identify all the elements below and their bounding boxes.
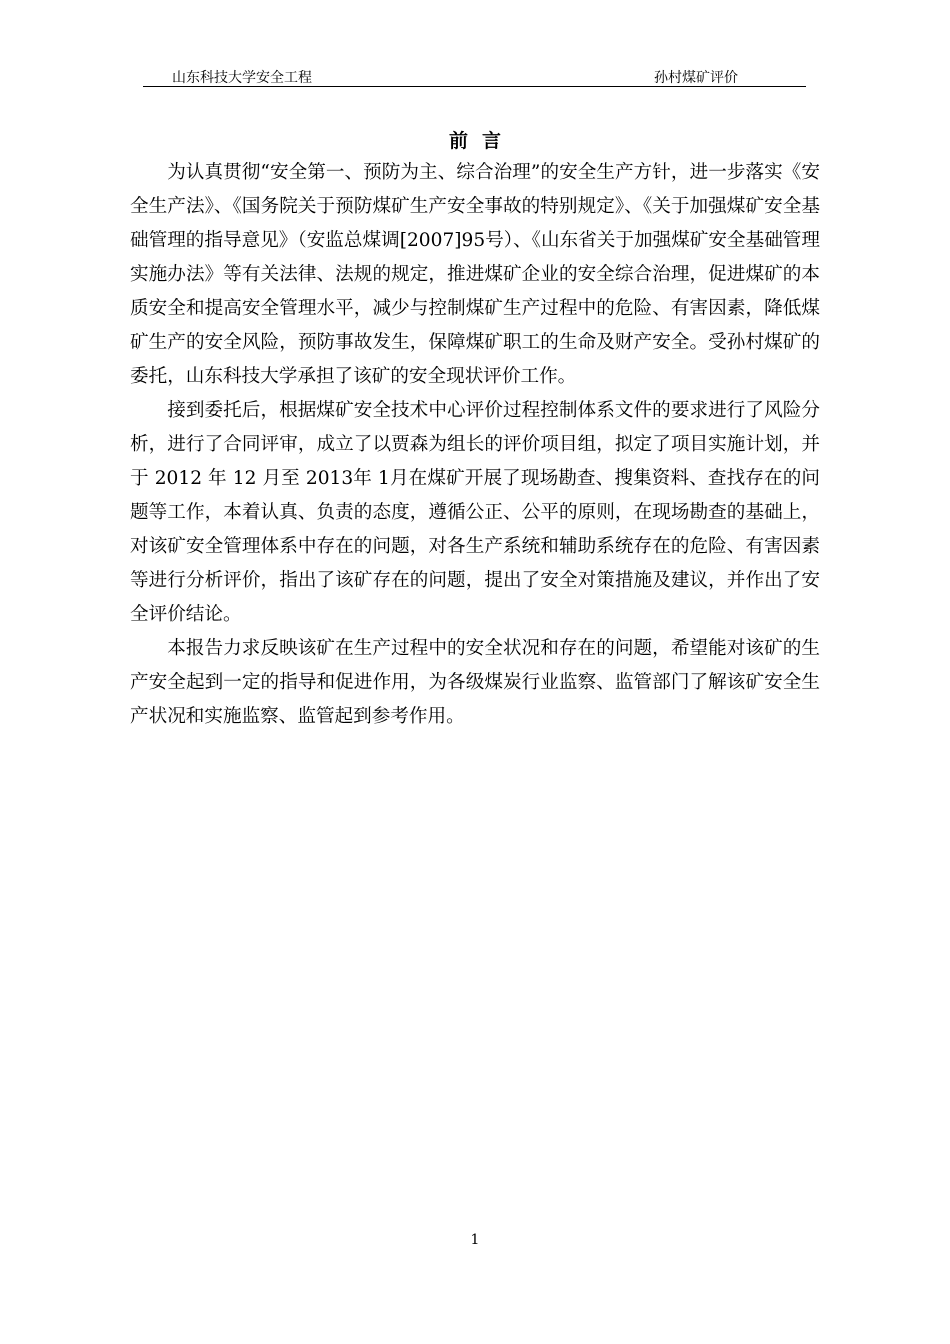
paragraph-3: 本报告力求反映该矿在生产过程中的安全状况和存在的问题，希望能对该矿的生产安全起到一定的指导和促进作用，为各级煤炭行业监察、监管部门了解该矿安全生产状况和实施监察、监管起到参考作用。: [130, 638, 820, 727]
paragraph-2: 接到委托后，根据煤矿安全技术中心评价过程控制体系文件的要求进行了风险分析，进行了合同评审，成立了以贾森为组长的评价项目组，拟定了项目实施计划，并于 2012 年 12 月至 2013年 1月在煤矿开展了现场勘查、搜集资料、查找存在的问题等工作，本着认真、负责的态度，遵循公正、公平的原则，在现场勘查的基础上，对该矿安全管理体系中存在的问题，对各生产系统和辅助系统存在的危险、有害因素等进行分析评价，指出了该矿存在的问题，提出了安全对策措施及建议，并作出了安全评价结论。: [130, 400, 820, 625]
page-number: 1: [470, 1232, 480, 1248]
header-left-text: 山东科技大学安全工程: [172, 70, 312, 86]
page-title: 前言: [448, 130, 515, 152]
paragraph-1: 为认真贯彻“安全第一、预防为主、综合治理”的安全生产方针，进一步落实《安全生产法》、《国务院关于预防煤矿生产安全事故的特别规定》、《关于加强煤矿安全基础管理的指导意见》（安监总煤调[2007]95号）、《山东省关于加强煤矿安全基础管理实施办法》等有关法律、法规的规定，推进煤矿企业的安全综合治理，促进煤矿的本质安全和提高安全管理水平，减少与控制煤矿生产过程中的危险、有害因素，降低煤矿生产的安全风险，预防事故发生，保障煤矿职工的生命及财产安全。受孙村煤矿的委托，山东科技大学承担了该矿的安全现状评价工作。: [130, 162, 820, 387]
header-right-text: 孙村煤矿评价: [654, 70, 738, 86]
page-header: [143, 64, 806, 87]
document-body: [130, 156, 820, 734]
